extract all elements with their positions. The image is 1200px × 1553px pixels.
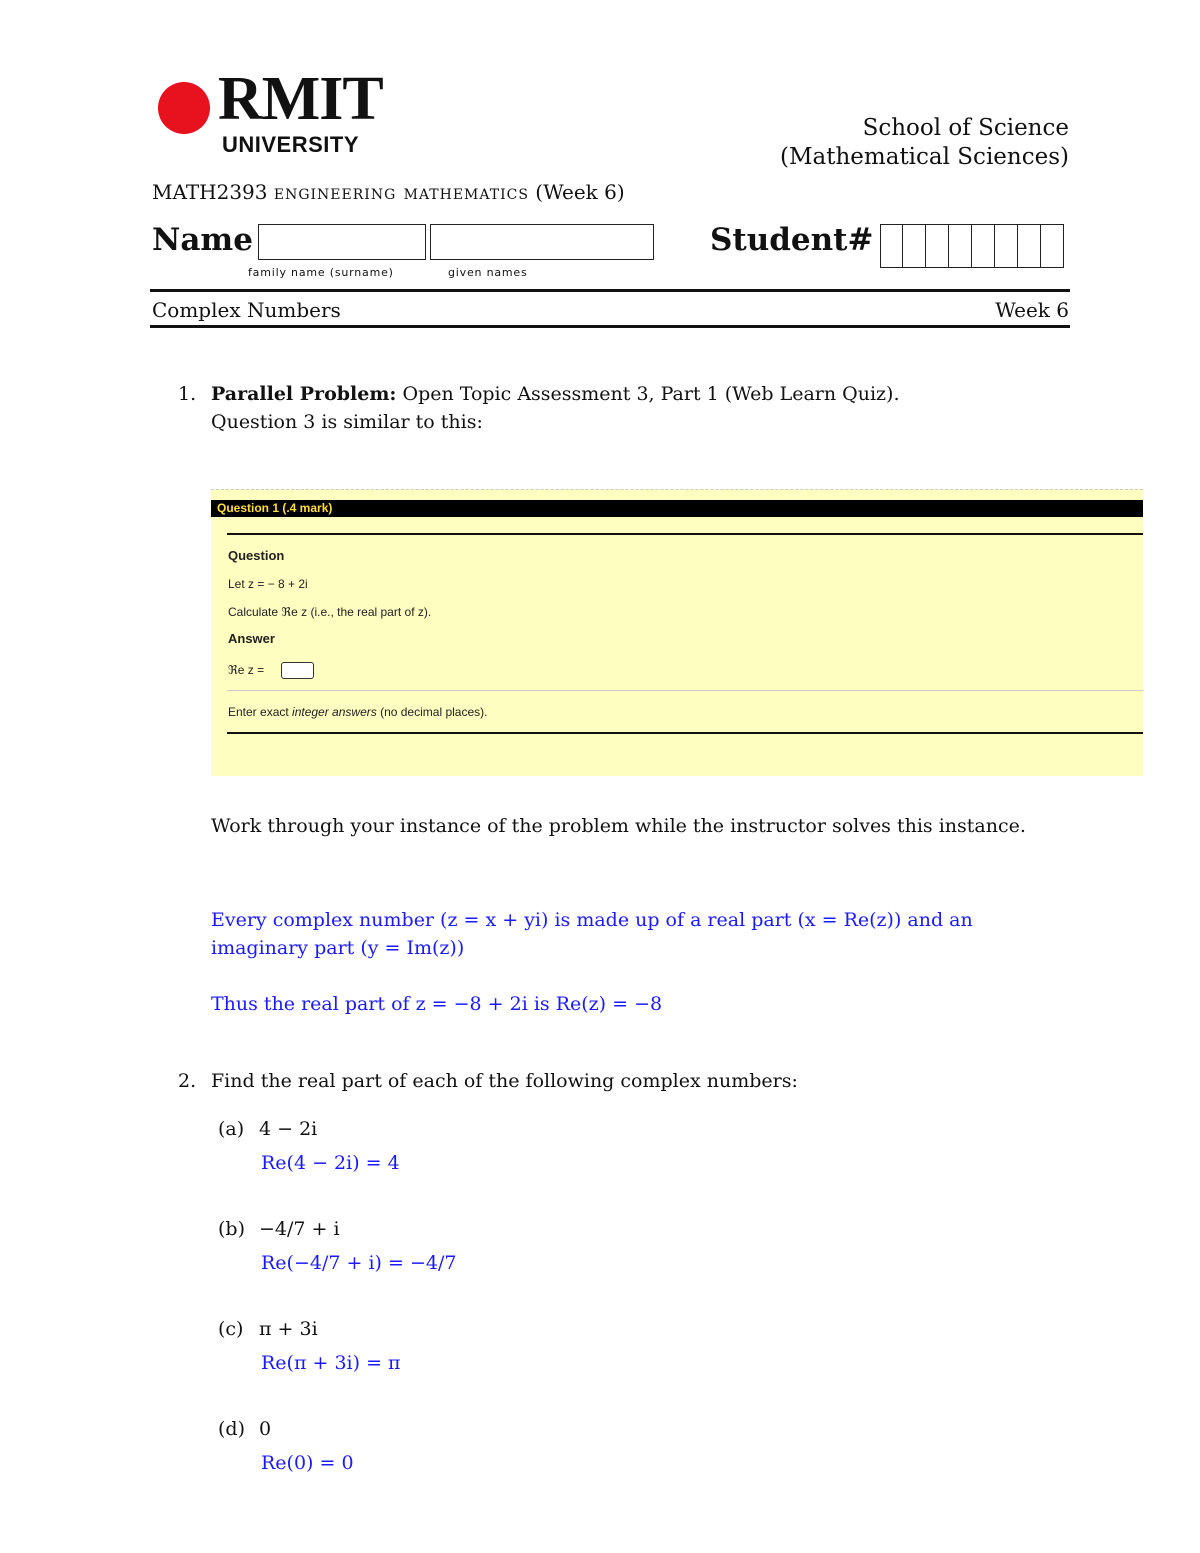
q1-work-instruction: Work through your instance of the problem while the instructor solves this instance. bbox=[211, 815, 1026, 837]
q2-number: 2. bbox=[178, 1070, 197, 1092]
school-department: (Mathematical Sciences) bbox=[780, 144, 1069, 170]
quiz-rule-top bbox=[227, 533, 1143, 535]
q1-bold-label: Parallel Problem: bbox=[211, 383, 397, 405]
course-code: MATH2393 bbox=[152, 180, 268, 204]
student-number-field[interactable] bbox=[880, 224, 1064, 268]
quiz-screenshot bbox=[211, 489, 1143, 776]
q2b-answer: Re(−4/7 + i) = −4/7 bbox=[261, 1252, 457, 1274]
digit-box[interactable] bbox=[995, 224, 1018, 268]
school-name: School of Science bbox=[862, 115, 1069, 141]
quiz-note-b: integer answers bbox=[292, 705, 377, 719]
topic-rule-top bbox=[150, 289, 1070, 292]
student-number-label: Student# bbox=[710, 222, 874, 258]
logo-subtitle: UNIVERSITY bbox=[222, 132, 360, 157]
q1-solution-line3: Thus the real part of z = −8 + 2i is Re(z) = −8 bbox=[211, 993, 663, 1015]
digit-box[interactable] bbox=[880, 224, 903, 268]
name-label: Name bbox=[152, 222, 253, 258]
family-name-caption: family name (surname) bbox=[248, 266, 394, 279]
q2a-expr: 4 − 2i bbox=[259, 1118, 318, 1140]
quiz-re-label: ℜe z = bbox=[228, 663, 265, 677]
q2a-label: (a) bbox=[218, 1118, 245, 1140]
digit-box[interactable] bbox=[1018, 224, 1041, 268]
q1-solution-line1: Every complex number (z = x + yi) is made up of a real part (x = Re(z)) and an bbox=[211, 909, 973, 931]
quiz-note-c: (no decimal places). bbox=[376, 705, 488, 719]
quiz-calc: Calculate ℜe z (i.e., the real part of z). bbox=[228, 605, 432, 619]
digit-box[interactable] bbox=[949, 224, 972, 268]
given-names-caption: given names bbox=[448, 266, 528, 279]
q2d-expr: 0 bbox=[259, 1418, 272, 1440]
q2-text: Find the real part of each of the following complex numbers: bbox=[211, 1070, 798, 1092]
quiz-rule-bottom bbox=[227, 732, 1143, 734]
quiz-title: Question 1 (.4 mark) bbox=[217, 501, 333, 515]
q2a-answer: Re(4 − 2i) = 4 bbox=[261, 1152, 400, 1174]
digit-box[interactable] bbox=[926, 224, 949, 268]
topic-week: Week 6 bbox=[995, 298, 1069, 322]
q2b-expr: −4/7 + i bbox=[259, 1218, 340, 1240]
digit-box[interactable] bbox=[1041, 224, 1064, 268]
q2c-expr: π + 3i bbox=[259, 1318, 318, 1340]
quiz-answer-heading: Answer bbox=[228, 631, 275, 646]
quiz-answer-input[interactable] bbox=[281, 662, 314, 679]
logo-mark bbox=[158, 82, 210, 134]
logo-wordmark: RMIT bbox=[218, 65, 383, 133]
course-title bbox=[152, 180, 625, 204]
q2c-answer: Re(π + 3i) = π bbox=[261, 1352, 401, 1374]
course-week: (Week 6) bbox=[535, 180, 625, 204]
quiz-title-bar bbox=[211, 500, 1143, 517]
q1-solution-line2: imaginary part (y = Im(z)) bbox=[211, 937, 465, 959]
topic-title: Complex Numbers bbox=[152, 298, 341, 322]
quiz-question-heading: Question bbox=[228, 548, 285, 563]
q2d-label: (d) bbox=[218, 1418, 245, 1440]
q1-number: 1. bbox=[178, 383, 197, 405]
family-name-field[interactable] bbox=[258, 224, 426, 260]
quiz-divider bbox=[227, 690, 1143, 691]
q2c-label: (c) bbox=[218, 1318, 244, 1340]
digit-box[interactable] bbox=[972, 224, 995, 268]
q2d-answer: Re(0) = 0 bbox=[261, 1452, 354, 1474]
course-name: engineering mathematics bbox=[273, 180, 529, 204]
topic-rule-bottom bbox=[150, 325, 1070, 328]
q1-text: Open Topic Assessment 3, Part 1 (Web Learn Quiz). bbox=[402, 383, 900, 405]
quiz-let: Let z = − 8 + 2i bbox=[228, 577, 308, 591]
quiz-note bbox=[228, 705, 487, 719]
digit-box[interactable] bbox=[903, 224, 926, 268]
q1-line2: Question 3 is similar to this: bbox=[211, 411, 483, 433]
quiz-note-a: Enter exact bbox=[228, 705, 293, 719]
given-names-field[interactable] bbox=[430, 224, 654, 260]
q2b-label: (b) bbox=[218, 1218, 245, 1240]
q1-heading bbox=[211, 380, 900, 408]
